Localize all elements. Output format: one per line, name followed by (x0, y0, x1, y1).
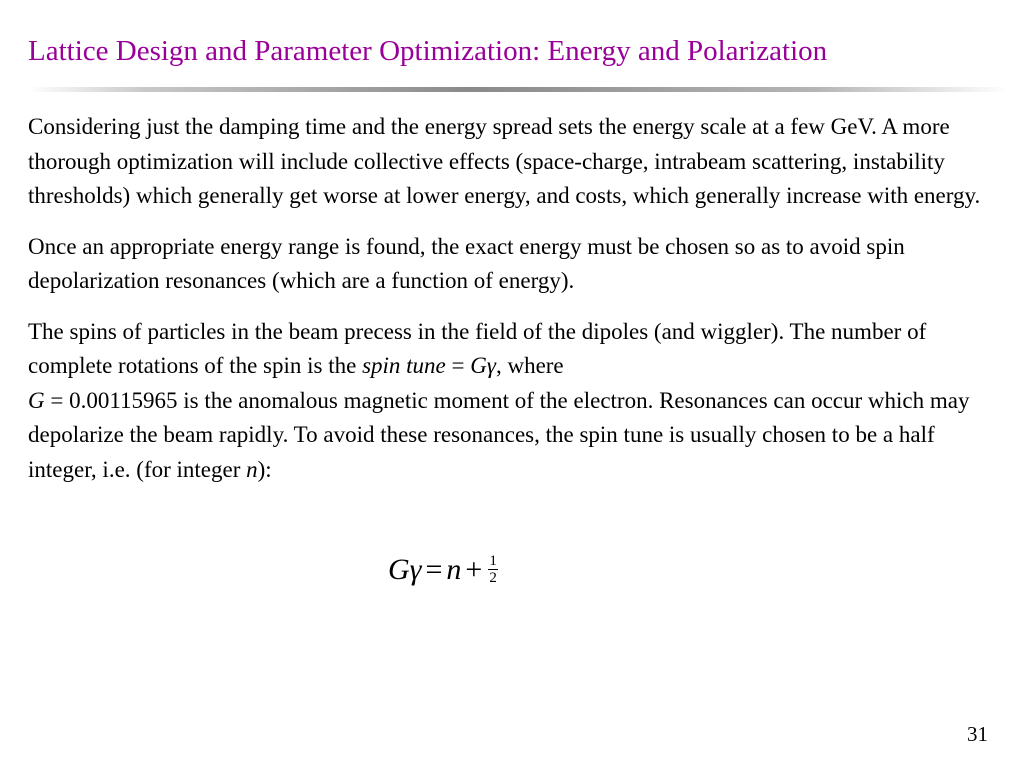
spin-text-part1: The spins of particles in the beam precess in the field of the dipoles (and wiggler). The number of complete rotations of the spin is the (28, 318, 927, 378)
g-gamma-symbol: Gγ (470, 353, 496, 378)
n-symbol: n (246, 456, 258, 482)
formula-n: n (446, 553, 462, 586)
paragraph-energy-range: Once an appropriate energy range is found, the exact energy must be chosen so as to avoid spin depolarization resonances (which are a function of energy). (28, 233, 905, 293)
spin-equals: = (445, 353, 471, 378)
spin-text-part3: = 0.00115965 is the anomalous magnetic moment of the electron. Resonances can occur which may depolarize the beam rapidly. To avoid these resonances, the spin tune is usually chosen to be a half integer, i.e. (for integer (28, 387, 970, 482)
slide-body (28, 110, 998, 503)
g-symbol: G (28, 387, 45, 413)
page-number: 31 (967, 722, 988, 746)
slide-title: Lattice Design and Parameter Optimization: Energy and Polarization (28, 35, 828, 67)
title-divider (28, 87, 1008, 92)
formula-plus: + (465, 553, 483, 586)
formula-fraction (488, 553, 498, 586)
spin-tune-term: spin tune (362, 353, 446, 378)
formula-equals: = (425, 553, 443, 586)
fraction-denominator: 2 (489, 569, 497, 586)
paragraph-energy-scale: Considering just the damping time and the energy spread sets the energy scale at a few GeV. A more thorough optimization will include collective effects (space-charge, intrabeam scattering, instability thresholds) which generally get worse at lower energy, and costs, which generally increase with energy. (28, 114, 981, 208)
formula-g-gamma: Gγ (388, 553, 422, 586)
paragraph-spin-tune (28, 315, 998, 488)
fraction-numerator: 1 (489, 552, 497, 569)
spin-text-part2: , where (495, 353, 564, 378)
spin-text-part4: ): (257, 456, 272, 482)
half-integer-formula (388, 552, 498, 589)
